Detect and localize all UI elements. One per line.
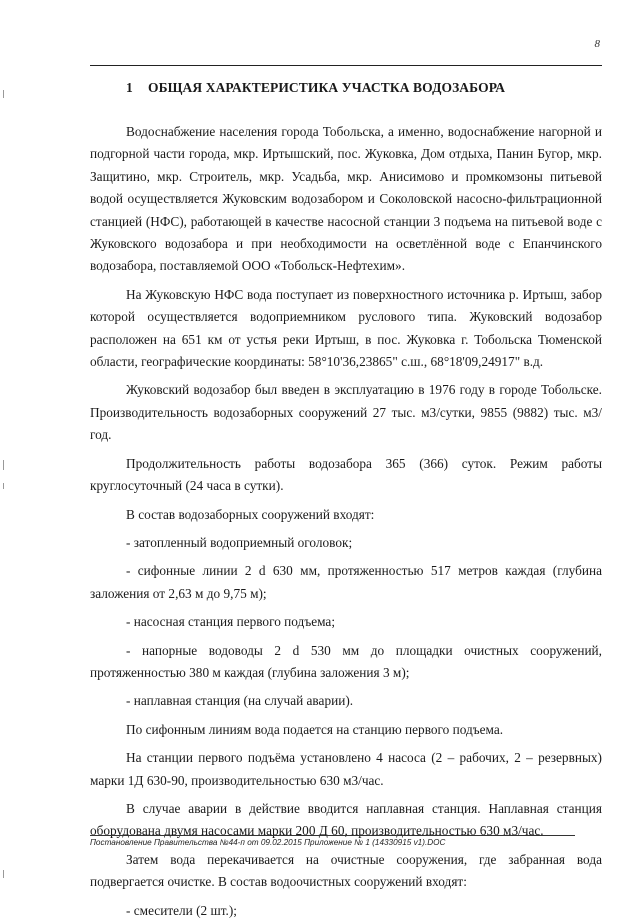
page-number: 8 xyxy=(594,38,600,50)
list-item: - сифонные линии 2 d 630 мм, протяженностью 517 метров каждая (глубина заложения от 2,63 м до 9,75 м); xyxy=(90,563,602,601)
list-item: - насосная станция первого подъема; xyxy=(126,614,336,630)
paragraph: В случае аварии в действие вводится наплавная станция. Наплавная станция оборудована двумя насосами марки 200 Д 60, производительностью 630 м3/час. xyxy=(90,800,602,839)
paragraph: На Жуковскую НФС вода поступает из поверхностного источника р. Иртыш, забор которой осуществляется водоприемником руслового типа. Жуковский водозабор расположен на 651 км от устья реки Иртыш, в пос. Жуковка г. Тобольска Тюменской области, географические координаты: 58°10'36,23865" с.ш., 68°18'09,24917" в.д. xyxy=(90,286,602,370)
document-body xyxy=(90,121,602,922)
footer-rule xyxy=(90,835,575,836)
scan-edge-mark xyxy=(3,870,4,878)
paragraph: По сифонным линиям вода подается на станцию первого подъема. xyxy=(126,721,504,737)
paragraph: На станции первого подъёма установлено 4 насоса (2 – рабочих, 2 – резервных) марки 1Д 630-90, производительностью 630 м3/час. xyxy=(90,750,602,788)
header-rule xyxy=(90,65,602,66)
paragraph: Затем вода перекачивается на очистные сооружения, где забранная вода подвергается очистке. В состав водоочистных сооружений входят: xyxy=(90,851,602,890)
scan-edge-mark xyxy=(3,90,4,98)
section-heading xyxy=(90,80,602,96)
paragraph: Водоснабжение населения города Тобольска, а именно, водоснабжение нагорной и подгорной части города, мкр. Иртышский, пос. Жуковка, Дом отдыха, Панин Бугор, мкр. Защитино, мкр. Строитель, мкр. Усадьба, мкр. Анисимово и промкомзоны питьевой водой осуществляется Жуковским водозабором и Соколовской насосно-фильтрационной станцией (НФС), работающей в качестве насосной станции 3 подъема на питьевой воде с Жуковского водозабора и при необходимости на осветлённой воде с Епанчинского водозабора, поставляемой ООО «Тобольск-Нефтехим». xyxy=(90,124,602,274)
list-item: - смесители (2 шт.); xyxy=(126,902,238,918)
scan-edge-mark xyxy=(3,460,4,470)
section-number: 1 xyxy=(126,80,133,95)
list-item: - напорные водоводы 2 d 530 мм до площадки очистных сооружений, протяженностью 380 м каждая (глубина заложения 3 м); xyxy=(90,642,602,680)
section-title: ОБЩАЯ ХАРАКТЕРИСТИКА УЧАСТКА ВОДОЗАБОРА xyxy=(148,80,506,95)
list-item: - затопленный водоприемный оголовок; xyxy=(126,534,353,550)
paragraph: Жуковский водозабор был введен в эксплуатацию в 1976 году в городе Тобольске. Производительность водозаборных сооружений 27 тыс. м3/сутки, 9855 (9882) тыс. м3/год. xyxy=(90,382,602,443)
scan-edge-mark xyxy=(3,483,4,489)
paragraph: Продолжительность работы водозабора 365 (366) суток. Режим работы круглосуточный (24 часа в сутки). xyxy=(90,455,602,494)
paragraph: В состав водозаборных сооружений входят: xyxy=(126,506,375,522)
document-footer: Постановление Правительства №44-п от 09.02.2015 Приложение № 1 (14330915 v1).DOC xyxy=(90,838,446,847)
list-item: - наплавная станция (на случай аварии). xyxy=(126,693,354,709)
